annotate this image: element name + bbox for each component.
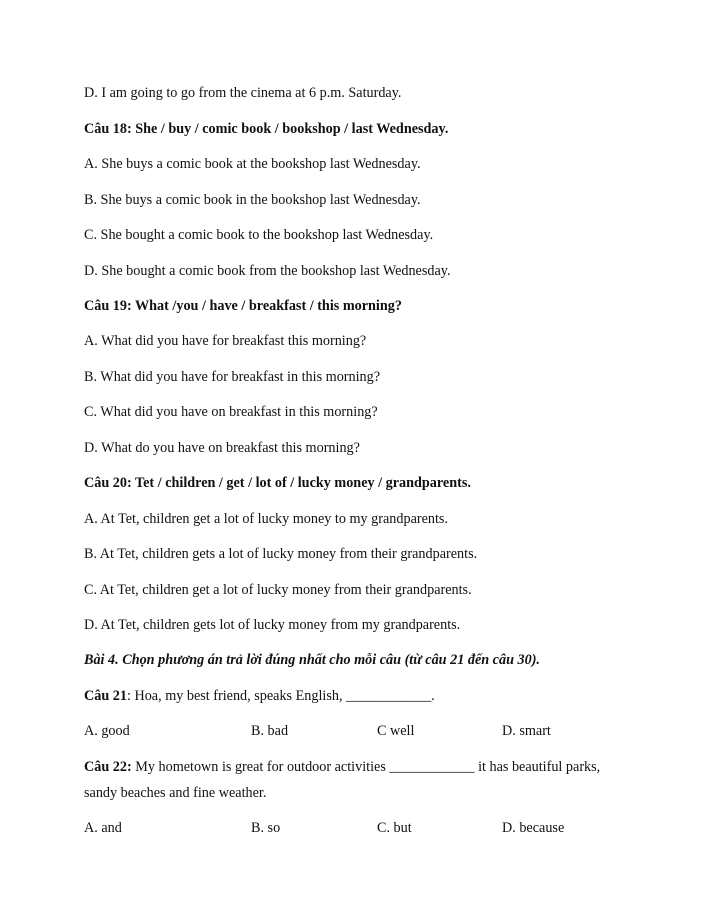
- q20-option-b: B. At Tet, children gets a lot of lucky money from their grandparents.: [84, 546, 478, 562]
- q18-option-b: B. She buys a comic book in the bookshop last Wednesday.: [84, 192, 421, 208]
- q21-stem: [84, 687, 435, 705]
- q21-option-a: A. good: [84, 723, 130, 739]
- q19-option-d: D. What do you have on breakfast this morning?: [84, 440, 360, 456]
- q18-prompt: Câu 18: She / buy / comic book / bookshop / last Wednesday.: [84, 121, 449, 137]
- q22-option-a: A. and: [84, 820, 122, 836]
- q18-option-a: A. She buys a comic book at the bookshop last Wednesday.: [84, 156, 421, 172]
- q20-option-c: C. At Tet, children get a lot of lucky money from their grandparents.: [84, 582, 472, 598]
- q20-option-a: A. At Tet, children get a lot of lucky money to my grandparents.: [84, 511, 448, 527]
- q17-option-d: D. I am going to go from the cinema at 6 p.m. Saturday.: [84, 85, 402, 101]
- q18-option-d: D. She bought a comic book from the bookshop last Wednesday.: [84, 263, 451, 279]
- q22-option-d: D. because: [502, 820, 565, 836]
- section-4-heading: Bài 4. Chọn phương án trả lời đúng nhất cho mỗi câu (từ câu 21 đến câu 30).: [84, 652, 540, 668]
- q20-prompt: Câu 20: Tet / children / get / lot of / lucky money / grandparents.: [84, 475, 471, 491]
- q18-option-c: C. She bought a comic book to the bookshop last Wednesday.: [84, 227, 434, 243]
- q21-option-d: D. smart: [502, 723, 551, 739]
- q22-text-line1: My hometown is great for outdoor activities ____________ it has beautiful parks,: [131, 759, 601, 775]
- q21-option-c: C well: [377, 723, 415, 739]
- q19-prompt: Câu 19: What /you / have / breakfast / this morning?: [84, 298, 402, 314]
- q19-option-b: B. What did you have for breakfast in this morning?: [84, 369, 381, 385]
- q22-stem-line2: sandy beaches and fine weather.: [84, 785, 267, 801]
- q22-option-b: B. so: [251, 820, 281, 836]
- q19-option-c: C. What did you have on breakfast in this morning?: [84, 404, 378, 420]
- q20-option-d: D. At Tet, children gets lot of lucky money from my grandparents.: [84, 617, 461, 633]
- q22-label: Câu 22:: [84, 759, 132, 775]
- q21-text: : Hoa, my best friend, speaks English, ____________.: [126, 688, 435, 704]
- q21-option-b: B. bad: [251, 723, 289, 739]
- q21-label: Câu 21: [84, 688, 127, 704]
- q19-option-a: A. What did you have for breakfast this morning?: [84, 333, 367, 349]
- q22-stem-line1: [84, 758, 600, 776]
- q22-option-c: C. but: [377, 820, 412, 836]
